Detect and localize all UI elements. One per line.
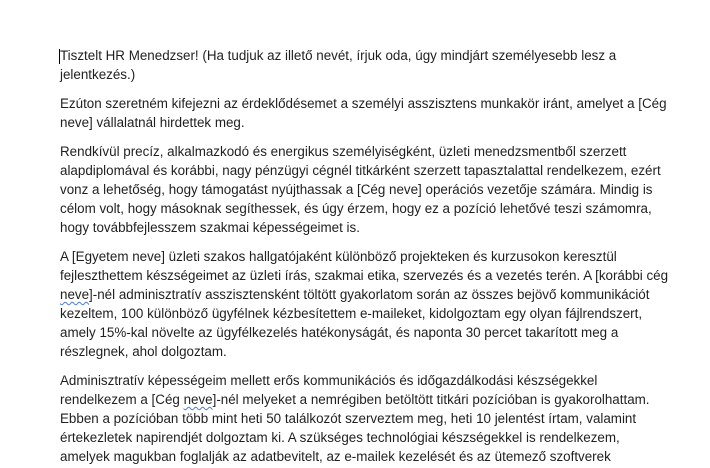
paragraph xyxy=(60,142,672,237)
paragraph-text: Tisztelt HR Menedzser! (Ha tudjuk az illető nevét, írjuk oda, úgy mindjárt személyesebb lesz a jelentkezés.) xyxy=(60,48,617,82)
paragraph xyxy=(60,94,672,132)
spellcheck-flagged-word: neve xyxy=(183,392,213,407)
paragraph xyxy=(60,247,672,361)
paragraph xyxy=(60,371,672,466)
paragraph-text: ]-nél adminisztratív asszisztensként töltött gyakorlatom során az összes bejövő kommunikációt kezeltem, 100 különböző ügyfélnek kézbesítettem e-maileket, kidolgoztam egy olyan fájlrendszert, amely 15%-kal növelte az ügyfélkezelés hatékonyságát, és naponta 30 percet takarított meg a részlegnek, ahol dolgoztam. xyxy=(60,287,650,359)
paragraph-text: Ezúton szeretném kifejezni az érdeklődésemet a személyi asszisztens munkakör iránt, amelyet a [Cég neve] vállalatnál hirdettek meg. xyxy=(60,96,667,130)
paragraph-text: ]-nél melyeket a nemrégiben betöltött titkári pozícióban is gyakorolhattam. Ebben a pozícióban több mint heti 50 találkozót szerveztem meg, heti 10 jelentést írtam, valamint értekezletek napirendjét dolgoztam ki. A szükséges technológiai készségekkel is rendelkezem, amelyek magukban foglalják az adatbevitelt, az e-mailek kezelését és az ütemező szoftverek xyxy=(60,392,650,464)
paragraph-text: A [Egyetem neve] üzleti szakos hallgatójaként különböző projekteken és kurzusokon keresztül fejleszthettem készségeimet az üzleti írás, szakmai etika, szervezés és a vezetés terén. A [korábbi cég xyxy=(60,249,669,283)
document-body[interactable] xyxy=(60,46,672,468)
spellcheck-flagged-word: neve xyxy=(60,287,90,302)
paragraph-text: Rendkívül precíz, alkalmazkodó és energikus személyiségként, üzleti menedzsmentből szerzett alapdiplomával és korábbi, nagy pénzügyi cégnél titkárként szerzett tapasztalattal rendelkezem, ezért vonz a lehetőség, hogy támogatást nyújthassak a [Cég neve] operációs vezetője számára. Mindig is célom volt, hogy másoknak segíthessek, és úgy érzem, hogy ez a pozíció lehetővé teszi számomra, hogy továbbfejlesszem szakmai képességeimet is. xyxy=(60,144,661,235)
paragraph xyxy=(60,46,672,84)
paragraph-text: Adminisztratív képességeim mellett erős kommunikációs és időgazdálkodási készségekkel rendelkezem a [Cég xyxy=(60,373,598,407)
